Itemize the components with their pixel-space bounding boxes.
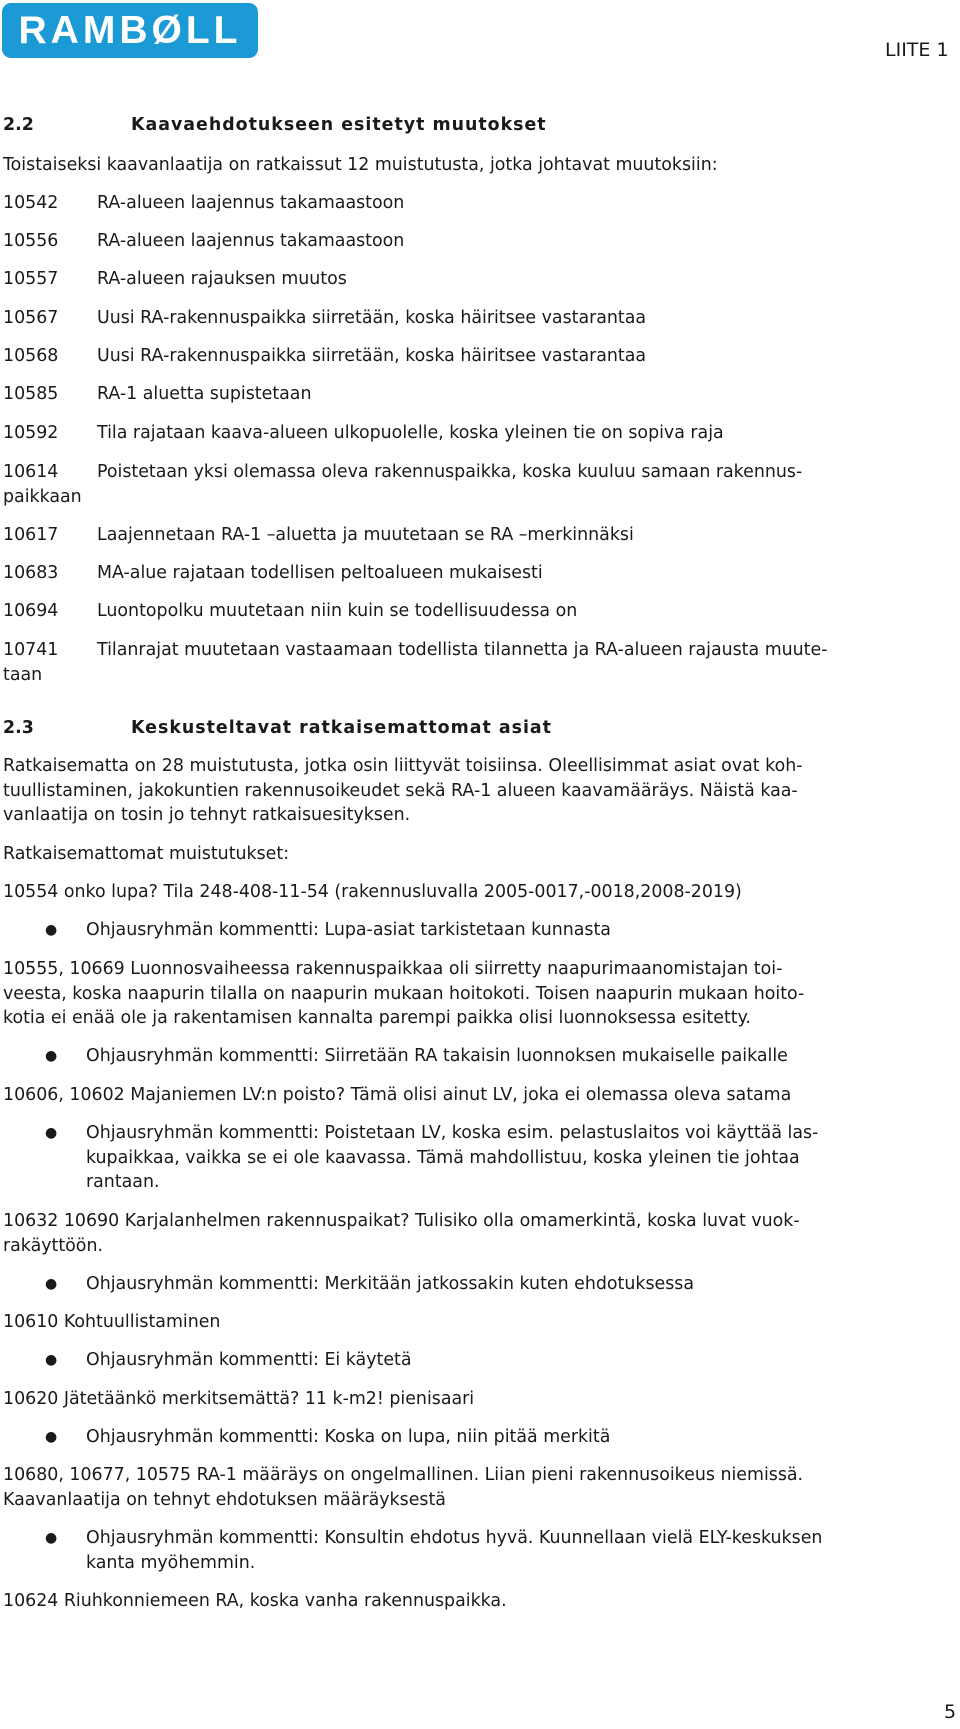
comment-line: Ohjausryhmän kommentti: Ei käytetä: [86, 1350, 412, 1370]
item-text: Luontopolku muutetaan niin kuin se todellisuudessa on: [97, 601, 578, 621]
remark-line: 10620 Jätetäänkö merkitsemättä? 11 k-m2! pienisaari: [3, 1389, 475, 1409]
item-text: RA-alueen rajauksen muutos: [97, 269, 347, 289]
item-id: 10567: [3, 308, 59, 328]
item-id: 10592: [3, 423, 59, 443]
comment-line: rantaan.: [86, 1172, 160, 1192]
section-title: Keskusteltavat ratkaisemattomat asiat: [131, 718, 552, 738]
section-title: Kaavaehdotukseen esitetyt muutokset: [131, 115, 547, 135]
change-item: [3, 306, 953, 331]
section-intro: Toistaiseksi kaavanlaatija on ratkaissut 12 muistutusta, jotka johtavat muutoksiin:: [3, 155, 718, 175]
item-id: 10542: [3, 193, 59, 213]
change-item: [3, 523, 953, 548]
intro-line: vanlaatija on tosin jo tehnyt ratkaisuesityksen.: [3, 805, 411, 825]
comment-line: Ohjausryhmän kommentti: Poistetaan LV, koska esim. pelastuslaitos voi käyttää las-: [86, 1123, 819, 1143]
bullet-icon: ●: [45, 922, 58, 938]
bullet-icon: ●: [45, 1276, 58, 1292]
item-text-continued: taan: [3, 664, 43, 685]
remark-line: Kaavanlaatija on tehnyt ehdotuksen määräyksestä: [3, 1489, 446, 1510]
change-item: [3, 191, 953, 216]
remark-entry: [3, 1463, 953, 1512]
bullet-icon: ●: [45, 1352, 58, 1368]
remark-line: rakäyttöön.: [3, 1235, 103, 1256]
comment-line: kupaikkaa, vaikka se ei ole kaavassa. Tämä mahdollistuu, koska yleinen tie johtaa: [86, 1147, 800, 1168]
item-text: Uusi RA-rakennuspaikka siirretään, koska häiritsee vastarantaa: [97, 308, 647, 328]
item-id: 10557: [3, 269, 59, 289]
remark-line: 10555, 10669 Luonnosvaiheessa rakennuspaikkaa oli siirretty naapurimaanomistajan toi-: [3, 959, 783, 979]
remark-line: 10610 Kohtuullistaminen: [3, 1312, 221, 1332]
section-heading-2-3: [3, 716, 552, 741]
item-id: 10741: [3, 640, 59, 660]
comment-line: Ohjausryhmän kommentti: Konsultin ehdotus hyvä. Kuunnellaan vielä ELY-keskuksen: [86, 1528, 823, 1548]
bullet-icon: ●: [45, 1530, 58, 1546]
remark-entry: [3, 880, 953, 905]
item-id: 10694: [3, 601, 59, 621]
item-text: Tila rajataan kaava-alueen ulkopuolelle, koska yleinen tie on sopiva raja: [97, 423, 724, 443]
change-item: [3, 561, 953, 586]
comment-line: Ohjausryhmän kommentti: Merkitään jatkossakin kuten ehdotuksessa: [86, 1274, 694, 1294]
intro-line: Ratkaisematta on 28 muistutusta, jotka osin liittyvät toisiinsa. Oleellisimmat asiat ovat koh-: [3, 756, 803, 776]
remark-entry: [3, 1209, 953, 1258]
item-id: 10585: [3, 384, 59, 404]
comment-text: [86, 1272, 694, 1297]
change-item: [3, 267, 953, 292]
appendix-label: LIITE 1: [885, 39, 949, 61]
comment-text: [86, 1425, 610, 1450]
item-id: 10614: [3, 462, 59, 482]
change-item: [3, 638, 953, 687]
item-id: 10568: [3, 346, 59, 366]
comment-text: [86, 1348, 412, 1373]
ramboll-logo: RAMBØLL: [2, 3, 258, 58]
comment-line: Ohjausryhmän kommentti: Lupa-asiat tarkistetaan kunnasta: [86, 920, 611, 940]
change-item: [3, 460, 953, 509]
remark-line: 10680, 10677, 10575 RA-1 määräys on ongelmallinen. Liian pieni rakennusoikeus niemissä.: [3, 1465, 804, 1485]
change-item: [3, 344, 953, 369]
item-text-continued: paikkaan: [3, 486, 82, 507]
remark-line: 10606, 10602 Majaniemen LV:n poisto? Tämä olisi ainut LV, joka ei olemassa oleva satama: [3, 1085, 792, 1105]
section-intro: [3, 754, 953, 828]
intro-line: tuullistaminen, jakokuntien rakennusoikeudet sekä RA-1 alueen kaavamääräys. Näistä kaa-: [3, 780, 798, 801]
bullet-icon: ●: [45, 1429, 58, 1445]
item-text: RA-1 aluetta supistetaan: [97, 384, 312, 404]
item-text: Poistetaan yksi olemassa oleva rakennuspaikka, koska kuuluu samaan rakennus-: [97, 462, 803, 482]
item-text: MA-alue rajataan todellisen peltoalueen mukaisesti: [97, 563, 543, 583]
item-id: 10617: [3, 525, 59, 545]
bullet-icon: ●: [45, 1125, 58, 1141]
comment-line: Ohjausryhmän kommentti: Koska on lupa, niin pitää merkitä: [86, 1427, 611, 1447]
remark-entry: [3, 1589, 953, 1614]
change-item: [3, 599, 953, 624]
remark-entry: [3, 1083, 953, 1108]
remark-entry: [3, 957, 953, 1031]
change-item: [3, 421, 953, 446]
section-number: 2.3: [3, 718, 34, 738]
section-heading-2-2: [3, 113, 547, 138]
comment-text: [86, 1526, 822, 1575]
item-text: RA-alueen laajennus takamaastoon: [97, 193, 405, 213]
section-number: 2.2: [3, 115, 34, 135]
item-text: RA-alueen laajennus takamaastoon: [97, 231, 405, 251]
unresolved-label: Ratkaisemattomat muistutukset:: [3, 844, 290, 864]
change-item: [3, 229, 953, 254]
remark-entry: [3, 1387, 953, 1412]
comment-text: [86, 918, 611, 943]
page-number: 5: [944, 1701, 957, 1723]
item-text: Uusi RA-rakennuspaikka siirretään, koska häiritsee vastarantaa: [97, 346, 647, 366]
remark-line: 10554 onko lupa? Tila 248-408-11-54 (rakennusluvalla 2005-0017,-0018,2008-2019): [3, 882, 742, 902]
item-text: Tilanrajat muutetaan vastaamaan todellista tilannetta ja RA-alueen rajausta muute-: [97, 640, 828, 660]
change-item: [3, 382, 953, 407]
remark-line: veesta, koska naapurin tilalla on naapurin mukaan hoitokoti. Toisen naapurin mukaan hoito-: [3, 983, 805, 1004]
item-id: 10556: [3, 231, 59, 251]
comment-line: kanta myöhemmin.: [86, 1552, 256, 1573]
remark-entry: [3, 1310, 953, 1335]
remark-line: 10632 10690 Karjalanhelmen rakennuspaikat? Tulisiko olla omamerkintä, koska luvat vuok-: [3, 1211, 800, 1231]
remark-line: kotia ei enää ole ja rakentamisen kannalta parempi paikka olisi luonnoksessa esitetty.: [3, 1008, 751, 1028]
item-text: Laajennetaan RA-1 –aluetta ja muutetaan se RA –merkinnäksi: [97, 525, 634, 545]
comment-line: Ohjausryhmän kommentti: Siirretään RA takaisin luonnoksen mukaiselle paikalle: [86, 1046, 788, 1066]
comment-text: [86, 1121, 818, 1195]
item-id: 10683: [3, 563, 59, 583]
comment-text: [86, 1044, 788, 1069]
bullet-icon: ●: [45, 1048, 58, 1064]
remark-line: 10624 Riuhkonniemeen RA, koska vanha rakennuspaikka.: [3, 1591, 507, 1611]
